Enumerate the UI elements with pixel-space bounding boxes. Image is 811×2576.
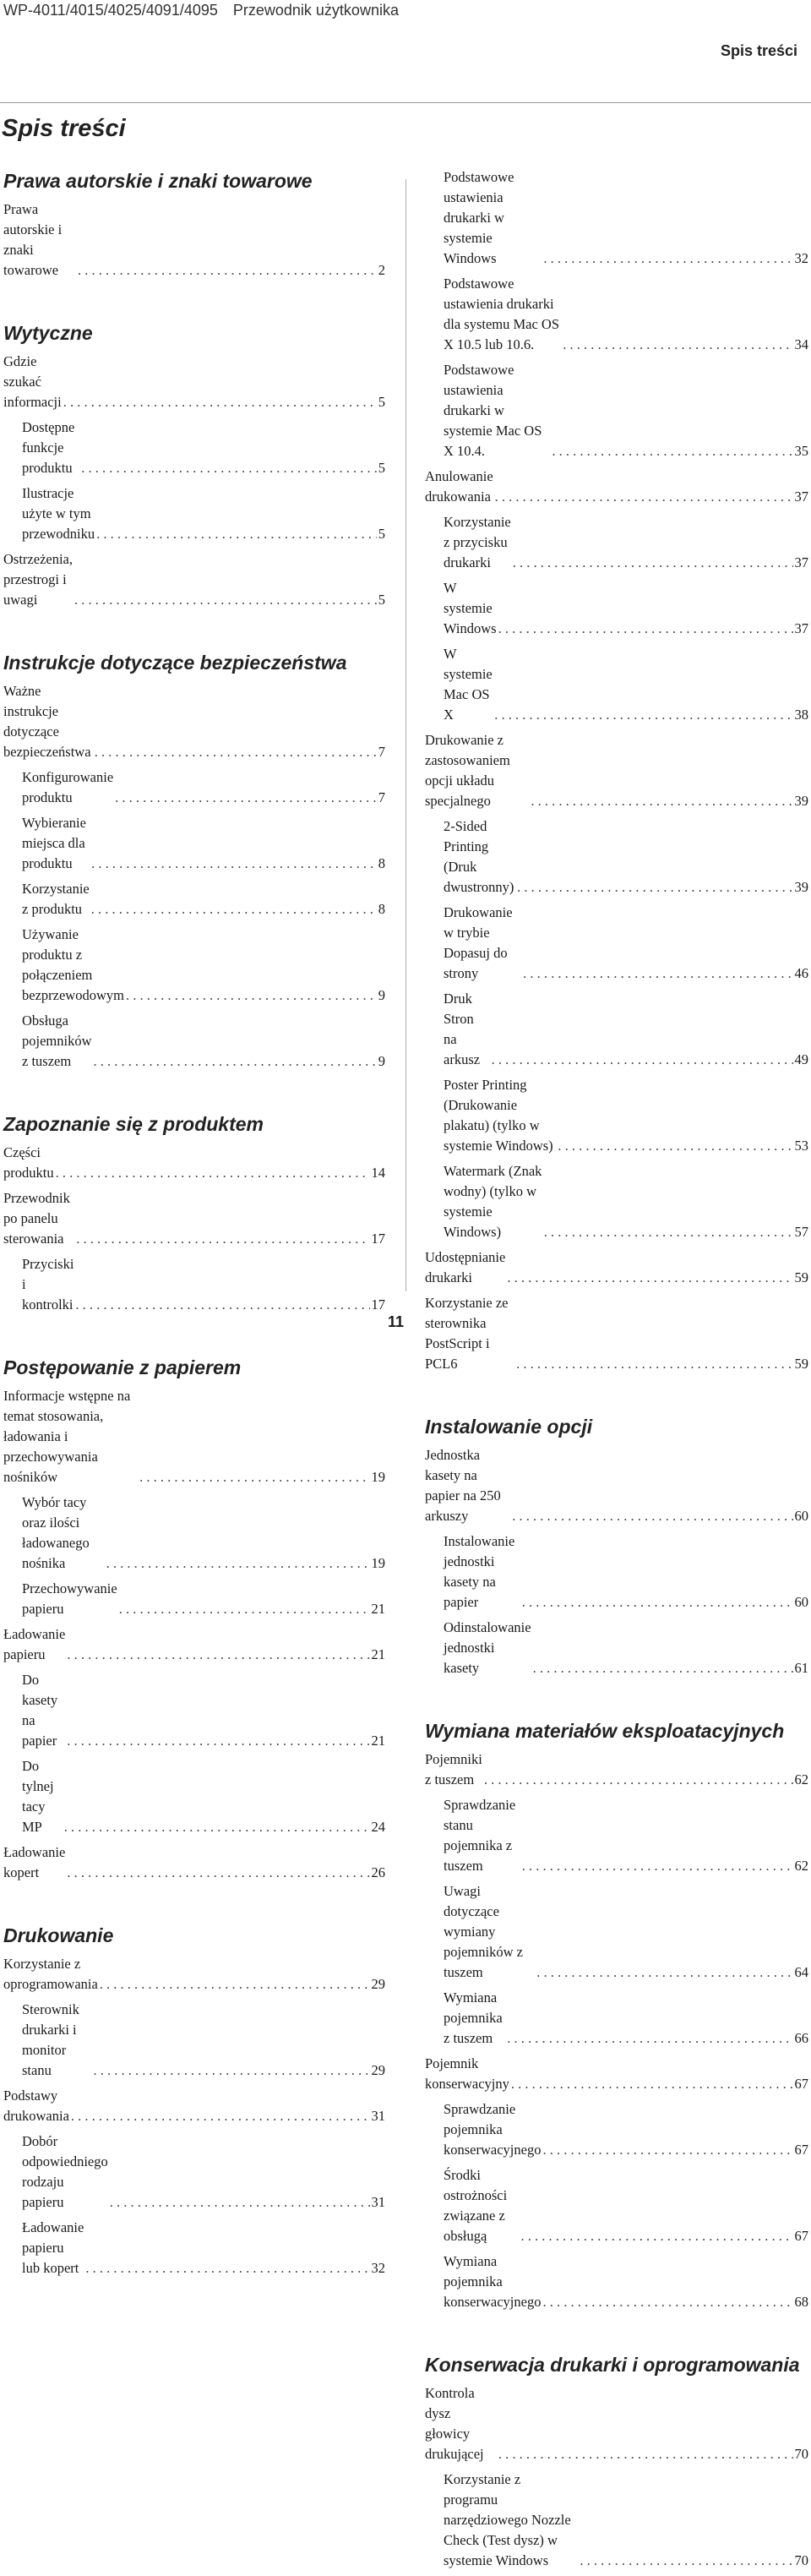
toc-dot-leader (91, 899, 377, 920)
section-gap (425, 1684, 808, 1717)
toc-entry-title: Korzystanie z programu narzędziowego Nozzle Check (Test dysz) w systemie Windows (444, 2471, 571, 2568)
page-title: Spis treści (2, 115, 126, 142)
toc-entry-page: 5 (378, 526, 385, 542)
toc-entry-title: Korzystanie z przycisku drukarki (444, 514, 511, 570)
toc-entry[interactable] (425, 2054, 808, 2094)
toc-entry-page: 70 (794, 2552, 808, 2568)
toc-entry-page: 62 (794, 1858, 808, 1874)
toc-entry[interactable] (3, 2086, 385, 2126)
toc-entry-title: Przewodnik po panelu sterowania (3, 1190, 70, 1247)
section-gap (3, 1077, 385, 1111)
toc-dot-leader (119, 1599, 370, 1619)
toc-entry-title: Przyciski i kontrolki (22, 1256, 74, 1313)
toc-entry[interactable] (3, 681, 385, 762)
toc-dot-leader (67, 1645, 369, 1665)
toc-entry[interactable] (3, 879, 385, 920)
header-rule (0, 102, 811, 103)
toc-dot-leader (93, 2060, 369, 2081)
toc-entry-page: 19 (371, 1469, 385, 1485)
toc-entry-page: 59 (794, 1269, 808, 1285)
toc-entry-title: Obsługa pojemników z tuszem (22, 1012, 92, 1069)
toc-entry-title: Druk Stron na arkusz (444, 991, 481, 1067)
toc-section-heading: Wymiana materiałów eksploatacyjnych (425, 1720, 785, 1742)
header-section-name: Spis treści (720, 42, 797, 59)
section-gap (3, 615, 385, 649)
page-number: 11 (388, 1313, 405, 1330)
toc-dot-leader (110, 2192, 370, 2213)
toc-entry-page: 37 (794, 554, 808, 570)
toc-entry-title: Do kasety na papier (22, 1672, 58, 1749)
toc-entry-title: Ładowanie kopert (3, 1844, 66, 1880)
toc-entry-page: 60 (794, 1594, 808, 1610)
toc-section-heading: Instrukcje dotyczące bezpieczeństwa (3, 652, 347, 674)
toc-entry-page: 29 (371, 2062, 385, 2078)
toc-entry[interactable] (3, 1143, 385, 1183)
toc-dot-leader (115, 788, 377, 808)
toc-entry-page: 49 (794, 1051, 808, 1067)
toc-dot-leader (507, 1268, 792, 1288)
toc-entry-title: Pojemniki z tuszem (425, 1751, 482, 1787)
toc-entry[interactable] (425, 1445, 808, 1526)
toc-entry[interactable] (425, 816, 808, 898)
toc-section-heading: Drukowanie (3, 1924, 114, 1946)
toc-section-heading: Instalowanie opcji (425, 1416, 593, 1438)
toc-entry[interactable] (425, 167, 808, 269)
toc-entry-title: Podstawowe ustawienia drukarki w systemie Windows (444, 169, 514, 266)
toc-entry-title: Podstawowe ustawienia drukarki w systemie Mac OS X 10.4. (444, 362, 542, 459)
toc-entry-page: 7 (378, 789, 385, 805)
toc-entry[interactable] (425, 467, 808, 507)
toc-entry-title: Części produktu (3, 1144, 54, 1181)
toc-entry-page: 9 (378, 1053, 385, 1069)
toc-entry-title: Kontrola dysz głowicy drukującej (425, 2385, 484, 2462)
toc-entry[interactable] (3, 483, 385, 544)
toc-entry-title: Ostrzeżenia, przestrogi i uwagi (3, 551, 73, 608)
toc-entry-page: 57 (794, 1224, 808, 1240)
toc-entry[interactable] (3, 1624, 385, 1665)
toc-dot-leader (544, 1222, 793, 1242)
toc-entry-title: Sterownik drukarki i monitor stanu (22, 2001, 79, 2078)
toc-entry[interactable] (425, 2470, 808, 2571)
toc-entry[interactable] (3, 2131, 385, 2213)
toc-dot-leader (76, 1229, 369, 1249)
toc-entry[interactable] (3, 1254, 385, 1315)
toc-dot-leader (492, 1050, 793, 1070)
toc-entry-page: 66 (794, 2030, 808, 2046)
toc-dot-leader (511, 2074, 793, 2094)
toc-dot-leader (495, 487, 793, 507)
toc-dot-leader (63, 392, 377, 412)
toc-entry[interactable] (3, 2000, 385, 2081)
toc-entry-title: Sprawdzanie stanu pojemnika z tuszem (444, 1797, 516, 1874)
toc-left-column (3, 167, 385, 2284)
toc-right-column (425, 167, 808, 2576)
toc-entry-page: 24 (371, 1819, 385, 1835)
toc-entry-title: Odinstalowanie jednostki kasety (444, 1619, 531, 1676)
toc-entry-page: 8 (378, 901, 385, 917)
toc-entry-page: 21 (371, 1646, 385, 1662)
toc-entry-title: Instalowanie jednostki kasety na papier (444, 1533, 515, 1610)
toc-entry-title: Korzystanie z produktu (22, 881, 90, 917)
toc-entry[interactable] (3, 813, 385, 874)
toc-dot-leader (91, 854, 377, 874)
toc-entry-title: Wybieranie miejsca dla produktu (22, 815, 86, 871)
toc-entry-page: 46 (794, 965, 808, 981)
toc-entry-title: Ilustracje użyte w tym przewodniku (22, 485, 95, 542)
toc-dot-leader (521, 2226, 793, 2246)
toc-entry-page: 9 (378, 987, 385, 1003)
toc-dot-leader (67, 1863, 369, 1883)
toc-entry-page: 39 (794, 879, 808, 895)
toc-entry[interactable] (3, 418, 385, 478)
toc-entry-title: Udostępnianie drukarki (425, 1249, 506, 1285)
toc-dot-leader (513, 553, 793, 573)
toc-entry-title: Ładowanie papieru (3, 1626, 66, 1662)
toc-entry-page: 67 (794, 2076, 808, 2092)
toc-entry-page: 35 (794, 443, 808, 459)
toc-entry-page: 59 (794, 1356, 808, 1372)
toc-entry-title: Dostępne funkcje produktu (22, 419, 75, 476)
toc-entry-title: Środki ostrożności związane z obsługą (444, 2167, 508, 2244)
toc-entry[interactable] (425, 1531, 808, 1613)
toc-entry-page: 5 (378, 460, 385, 476)
toc-entry[interactable] (3, 1954, 385, 1995)
toc-entry-page: 19 (371, 1555, 385, 1571)
toc-dot-leader (512, 1506, 792, 1526)
toc-entry[interactable] (425, 1618, 808, 1678)
toc-entry[interactable] (425, 360, 808, 461)
toc-entry[interactable] (3, 352, 385, 412)
toc-entry-title: Ważne instrukcje dotyczące bezpieczeństwa (3, 683, 91, 760)
toc-entry-title: Ładowanie papieru lub kopert (22, 2219, 84, 2276)
toc-entry-page: 67 (794, 2142, 808, 2158)
toc-entry[interactable] (425, 2251, 808, 2312)
toc-entry-title: Przechowywanie papieru (22, 1580, 117, 1617)
toc-entry-page: 8 (378, 855, 385, 871)
toc-dot-leader (543, 248, 792, 269)
section-gap (425, 2317, 808, 2351)
toc-entry-page: 34 (794, 336, 808, 352)
toc-entry-title: Sprawdzanie pojemnika konserwacyjnego (444, 2101, 542, 2158)
toc-entry[interactable] (425, 1293, 808, 1374)
toc-entry-page: 38 (794, 707, 808, 723)
toc-dot-leader (533, 1658, 793, 1678)
toc-entry-page: 61 (794, 1660, 808, 1676)
toc-entry-title: Używanie produktu z połączeniem bezprzewodowym (22, 926, 124, 1003)
toc-dot-leader (139, 1467, 369, 1487)
toc-dot-leader (552, 441, 792, 461)
toc-entry-page: 31 (371, 2108, 385, 2124)
toc-entry[interactable] (3, 1386, 385, 1487)
toc-entry[interactable] (425, 1749, 808, 1790)
toc-entry[interactable] (425, 989, 808, 1070)
toc-entry-page: 60 (794, 1508, 808, 1524)
toc-dot-leader (81, 458, 377, 478)
toc-dot-leader (531, 791, 792, 811)
toc-entry-title: Podstawy drukowania (3, 2088, 69, 2124)
toc-dot-leader (580, 2551, 792, 2571)
toc-dot-leader (74, 590, 377, 610)
toc-entry-page: 21 (371, 1733, 385, 1749)
toc-section-heading: Postępowanie z papierem (3, 1356, 242, 1378)
toc-entry-title: 2-Sided Printing (Druk dwustronny) (444, 818, 514, 895)
toc-dot-leader (75, 1295, 369, 1315)
toc-entry[interactable] (425, 1161, 808, 1242)
toc-section-heading: Prawa autorskie i znaki towarowe (3, 170, 313, 192)
toc-entry[interactable] (3, 1670, 385, 1751)
toc-entry-page: 68 (794, 2294, 808, 2310)
toc-entry[interactable] (425, 1247, 808, 1288)
toc-entry-title: Anulowanie drukowania (425, 468, 493, 505)
toc-entry-title: Uwagi dotyczące wymiany pojemników z tuszem (444, 1883, 523, 1980)
toc-entry-page: 62 (794, 1771, 808, 1787)
toc-dot-leader (85, 2258, 369, 2279)
toc-entry-page: 29 (371, 1976, 385, 1992)
toc-entry-title: Wymiana pojemnika konserwacyjnego (444, 2253, 542, 2310)
toc-entry-page: 64 (794, 1964, 808, 1980)
toc-entry[interactable] (425, 1795, 808, 1876)
toc-entry-title: Wybór tacy oraz ilości ładowanego nośnika (22, 1494, 90, 1571)
toc-entry[interactable] (3, 1842, 385, 1883)
toc-entry-title: Korzystanie ze sterownika PostScript i PCL6 (425, 1295, 509, 1372)
toc-entry[interactable] (3, 1493, 385, 1574)
toc-section-heading: Wytyczne (3, 322, 93, 344)
section-gap (425, 1379, 808, 1413)
toc-entry-title: Wymiana pojemnika z tuszem (444, 1989, 503, 2046)
toc-entry-page: 32 (371, 2260, 385, 2276)
toc-entry-page: 14 (371, 1165, 385, 1181)
toc-entry[interactable] (425, 644, 808, 725)
toc-entry-title: Poster Printing (Drukowanie plakatu) (tylko w systemie Windows) (444, 1077, 553, 1154)
toc-entry[interactable] (3, 1011, 385, 1072)
toc-entry-page: 5 (378, 592, 385, 608)
toc-entry-title: Konfigurowanie produktu (22, 769, 114, 805)
toc-entry-title: Jednostka kasety na papier na 250 arkuszy (425, 1447, 501, 1524)
toc-entry[interactable] (425, 2383, 808, 2464)
toc-dot-leader (96, 524, 377, 544)
toc-entry-title: Dobór odpowiedniego rodzaju papieru (22, 2133, 108, 2210)
toc-entry[interactable] (425, 512, 808, 573)
toc-entry-title: Drukowanie w trybie Dopasuj do strony (444, 904, 513, 981)
toc-dot-leader (100, 1974, 370, 1995)
toc-entry-page: 21 (371, 1601, 385, 1617)
toc-entry[interactable] (425, 2165, 808, 2246)
toc-dot-leader (542, 2292, 792, 2312)
toc-dot-leader (558, 1136, 792, 1156)
toc-dot-leader (484, 1770, 793, 1790)
toc-entry-page: 17 (371, 1296, 385, 1313)
toc-entry[interactable] (3, 767, 385, 808)
toc-dot-leader (67, 1731, 369, 1751)
toc-entry-title: Gdzie szukać informacji (3, 353, 62, 410)
toc-entry[interactable] (425, 1075, 808, 1156)
toc-entry-title: Podstawowe ustawienia drukarki dla systemu Mac OS X 10.5 lub 10.6. (444, 276, 560, 352)
toc-dot-leader (78, 260, 377, 281)
toc-entry-page: 39 (794, 793, 808, 809)
toc-dot-leader (64, 1817, 370, 1837)
toc-section-heading: Zapoznanie się z produktem (3, 1113, 264, 1135)
section-gap (3, 1888, 385, 1922)
toc-entry-title: Informacje wstępne na temat stosowania, ładowania i przechowywania nośników (3, 1388, 131, 1485)
section-gap (3, 286, 385, 319)
toc-entry-page: 26 (371, 1864, 385, 1880)
toc-entry[interactable] (3, 1188, 385, 1249)
toc-dot-leader (507, 2028, 792, 2049)
toc-dot-leader (106, 1553, 370, 1574)
toc-entry-page: 5 (378, 394, 385, 410)
toc-entry[interactable] (425, 1988, 808, 2049)
toc-entry[interactable] (3, 1579, 385, 1619)
toc-dot-leader (498, 619, 793, 639)
toc-section-heading: Konserwacja drukarki i oprogramowania (425, 2354, 800, 2376)
toc-dot-leader (56, 1163, 370, 1183)
toc-entry-title: W systemie Mac OS X (444, 646, 493, 723)
toc-dot-leader (126, 985, 377, 1006)
toc-entry-title: Do tylnej tacy MP (22, 1758, 54, 1835)
toc-entry-page: 7 (378, 744, 385, 760)
toc-dot-leader (94, 1051, 377, 1072)
toc-entry[interactable] (3, 925, 385, 1006)
toc-dot-leader (494, 705, 792, 725)
toc-dot-leader (522, 1856, 793, 1876)
toc-entry-title: W systemie Windows (444, 580, 497, 636)
toc-entry[interactable] (425, 2099, 808, 2160)
toc-dot-leader (522, 1592, 793, 1613)
toc-dot-leader (563, 335, 792, 355)
toc-entry-title: Prawa autorskie i znaki towarowe (3, 201, 63, 278)
toc-entry-title: Drukowanie z zastosowaniem opcji układu specjalnego (425, 732, 510, 809)
toc-entry-page: 37 (794, 620, 808, 636)
toc-dot-leader (95, 742, 377, 762)
running-header (3, 0, 399, 20)
toc-entry[interactable] (425, 903, 808, 984)
toc-entry-page: 32 (794, 250, 808, 266)
toc-dot-leader (517, 877, 792, 898)
toc-entry-title: Korzystanie z oprogramowania (3, 1956, 98, 1992)
toc-entry-page: 53 (794, 1138, 808, 1154)
toc-entry[interactable] (3, 2218, 385, 2279)
toc-entry-page: 17 (371, 1231, 385, 1247)
toc-entry-page: 70 (794, 2446, 808, 2462)
toc-entry-page: 37 (794, 488, 808, 505)
toc-dot-leader (536, 1962, 792, 1983)
toc-entry[interactable] (425, 730, 808, 811)
toc-dot-leader (523, 963, 792, 984)
toc-entry-page: 2 (378, 262, 385, 278)
toc-entry[interactable] (425, 1881, 808, 1983)
section-gap (3, 1320, 385, 1354)
toc-dot-leader (71, 2106, 370, 2126)
toc-entry-page: 31 (371, 2194, 385, 2210)
toc-entry[interactable] (3, 549, 385, 610)
toc-entry-page: 67 (794, 2228, 808, 2244)
toc-dot-leader (498, 2444, 793, 2464)
toc-entry[interactable] (3, 199, 385, 281)
toc-entry-title: Pojemnik konserwacyjny (425, 2055, 509, 2092)
toc-entry[interactable] (425, 274, 808, 355)
toc-entry[interactable] (3, 1756, 385, 1837)
header-models: WP-4011/4015/4025/4091/4095 (3, 2, 218, 19)
toc-dot-leader (516, 1354, 792, 1374)
toc-dot-leader (542, 2140, 792, 2160)
toc-entry-title: Watermark (Znak wodny) (tylko w systemie Windows) (444, 1163, 542, 1240)
header-guide-name: Przewodnik użytkownika (232, 2, 399, 19)
toc-entry[interactable] (425, 578, 808, 639)
